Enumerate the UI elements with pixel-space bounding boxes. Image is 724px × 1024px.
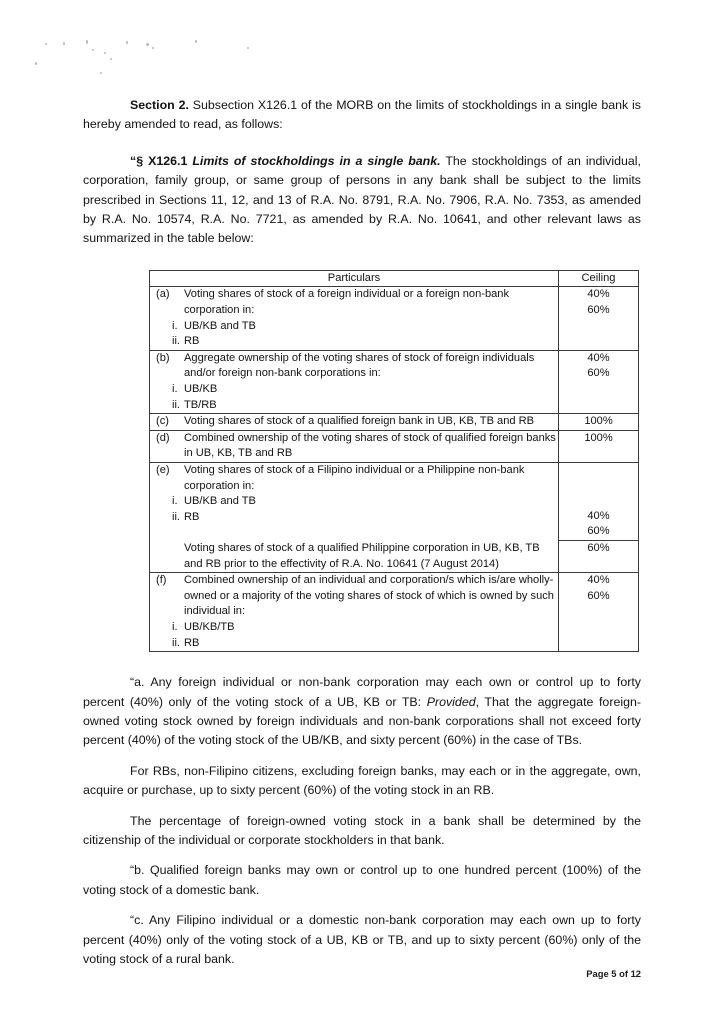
- table-header-row: [150, 270, 639, 287]
- particulars-cell: [150, 462, 559, 572]
- row-text: Voting shares of stock of a qualified foreign bank in UB, KB, TB and RB: [184, 415, 535, 428]
- roman-numeral: ii.: [172, 510, 181, 523]
- section-2-paragraph: [83, 96, 641, 135]
- scan-speckle: [104, 52, 106, 54]
- particulars-cell: [150, 414, 559, 431]
- scan-speckle: [146, 43, 149, 46]
- roman-label: UB/KB/TB: [184, 620, 235, 633]
- roman-label: TB/RB: [184, 398, 217, 411]
- list-item: [150, 494, 558, 510]
- list-item: [150, 382, 558, 398]
- roman-numeral: ii.: [172, 398, 181, 411]
- ceiling-value: 100%: [584, 415, 613, 428]
- row-letter: (e): [156, 463, 170, 476]
- scan-speckle: [45, 43, 47, 45]
- particulars-cell: [150, 573, 559, 652]
- section-2-label: Section 2.: [130, 98, 189, 112]
- ceiling-value: 60%: [587, 541, 610, 554]
- paragraph-a-part1: “a. Any foreign individual or non-bank corporation may each own or control up to forty percent (40%) only of the voting stock of a UB, KB or TB:: [83, 675, 641, 709]
- row-text: Voting shares of stock of a foreign individual or a foreign non-bank corporation in:: [184, 288, 510, 317]
- ceiling-cell: [559, 462, 639, 572]
- scan-speckle: [152, 47, 154, 49]
- row-letter: (a): [156, 288, 170, 301]
- particulars-cell: [150, 350, 559, 413]
- list-item: [150, 620, 558, 636]
- scan-speckle: [35, 62, 37, 65]
- column-header-ceiling: Ceiling: [559, 270, 639, 287]
- roman-label: RB: [184, 335, 200, 348]
- roman-numeral: i.: [172, 620, 178, 633]
- ceiling-value: 60%: [587, 525, 610, 538]
- subsection-x126-paragraph: [83, 152, 641, 249]
- ceiling-cell: [559, 350, 639, 413]
- row-letter: (f): [156, 574, 167, 587]
- paragraph-b: “b. Qualified foreign banks may own or control up to one hundred percent (100%) of the voting stock of a domestic bank.: [83, 863, 641, 897]
- row-text: Combined ownership of an individual and corporation/s which is/are wholly-owned or a majority of the voting shares of stock of which is owned by such individual in:: [184, 574, 554, 618]
- roman-label: RB: [184, 510, 200, 523]
- ceiling-cell: [559, 573, 639, 652]
- list-item: [150, 510, 558, 526]
- subsection-title: Limits of stockholdings in a single bank.: [192, 153, 441, 168]
- column-header-particulars: Particulars: [150, 270, 559, 287]
- row-text: Combined ownership of the voting shares of stock of qualified foreign banks in UB, KB, TB and RB: [184, 431, 556, 460]
- ceiling-value: 60%: [587, 304, 610, 317]
- row-text: Voting shares of stock of a Filipino individual or a Philippine non-bank corporation in:: [184, 463, 525, 492]
- roman-list: [150, 319, 558, 350]
- roman-label: RB: [184, 636, 200, 649]
- particulars-cell: [150, 287, 559, 350]
- list-item: [150, 398, 558, 414]
- roman-label: UB/KB and TB: [184, 319, 256, 332]
- document-body: [83, 96, 641, 969]
- table-row: [150, 462, 639, 572]
- row-letter: (b): [156, 351, 170, 364]
- paragraph-percentage: The percentage of foreign-owned voting stock in a bank shall be determined by the citizenship of the individual or corporate stockholders in that bank.: [83, 813, 641, 847]
- list-item: [150, 636, 558, 652]
- ceiling-value: 40%: [587, 509, 610, 522]
- ceiling-cell: [559, 430, 639, 462]
- roman-numeral: i.: [172, 319, 178, 332]
- limits-table: [149, 270, 639, 652]
- table-row: [150, 414, 639, 431]
- page-footer: [0, 968, 641, 979]
- subsection-text: The stockholdings of an individual, corporation, family group, or same group of persons in any bank shall be subject to the limits prescribed in Sections 11, 12, and 13 of R.A. No. 8791, R.A. No. 7906, R.A. No. 7353, as amended by R.A. No. 10574, R.A. No. 7721, as amended by R.A. No. 10641, and other relevant laws as summarized in the table below:: [83, 153, 641, 246]
- subsection-number: “§ X126.1: [130, 153, 188, 168]
- row-letter: (d): [156, 431, 170, 444]
- ceiling-value: 60%: [587, 589, 610, 602]
- scan-speckle: [92, 49, 94, 51]
- list-item: [150, 319, 558, 335]
- scan-speckle: [110, 58, 112, 60]
- section-2-text: Subsection X126.1 of the MORB on the limits of stockholdings in a single bank is hereby amended to read, as follows:: [83, 98, 641, 132]
- scan-speckle: [247, 47, 249, 49]
- roman-list: [150, 382, 558, 413]
- ceiling-value: 100%: [584, 431, 613, 444]
- scan-speckle: [100, 72, 102, 74]
- roman-list: [150, 620, 558, 651]
- ceiling-value: 40%: [587, 574, 610, 587]
- roman-numeral: i.: [172, 383, 178, 395]
- page-number-label: Page 5 of 12: [586, 968, 641, 979]
- ceiling-value: 40%: [587, 351, 610, 364]
- roman-label: UB/KB: [184, 383, 218, 395]
- scan-speckle: [195, 40, 197, 43]
- limits-table-wrapper: [149, 270, 639, 652]
- particulars-cell: [150, 430, 559, 462]
- row-extra-text: Voting shares of stock of a qualified Philippine corporation in UB, KB, TB and RB prior to the effectivity of R.A. No. 10641 (7 August 2014): [184, 541, 540, 570]
- paragraph-a-part2: , That the aggregate foreign-owned voting stock owned by foreign individuals and non-bank corporations shall not exceed forty percent (40%) of the voting stock of the UB/KB, and sixty percent (60%) in the case of TBs.: [83, 694, 641, 748]
- roman-label: UB/KB and TB: [184, 495, 256, 508]
- ceiling-value: 40%: [587, 288, 610, 301]
- ceiling-cell: [559, 287, 639, 350]
- list-item: [150, 334, 558, 350]
- scan-speckle: [126, 41, 128, 44]
- roman-numeral: ii.: [172, 636, 181, 649]
- scan-speckle: [63, 42, 65, 45]
- roman-list: [150, 494, 558, 525]
- table-row: [150, 287, 639, 350]
- paragraph-c: “c. Any Filipino individual or a domestic non-bank corporation may each own up to forty percent (40%) only of the voting stock of a UB, KB or TB, and up to sixty percent (60%) only of the voting stock of a rural bank.: [83, 913, 641, 966]
- row-text: Aggregate ownership of the voting shares of stock of foreign individuals and/or foreign non-bank corporations in:: [184, 351, 535, 380]
- ceiling-value: 60%: [587, 367, 610, 380]
- table-row: [150, 573, 639, 652]
- row-letter: (c): [156, 415, 169, 428]
- table-row: [150, 430, 639, 462]
- ceiling-cell: [559, 414, 639, 431]
- scan-speckle: [86, 40, 88, 44]
- roman-numeral: i.: [172, 495, 178, 508]
- table-row: [150, 350, 639, 413]
- paragraph-a: [83, 673, 641, 751]
- paragraph-rb: For RBs, non-Filipino citizens, excluding foreign banks, may each or in the aggregate, own, acquire or purchase, up to sixty percent (60%) of the voting stock in an RB.: [83, 763, 641, 798]
- paragraph-a-provided: Provided: [426, 694, 476, 709]
- roman-numeral: ii.: [172, 335, 181, 348]
